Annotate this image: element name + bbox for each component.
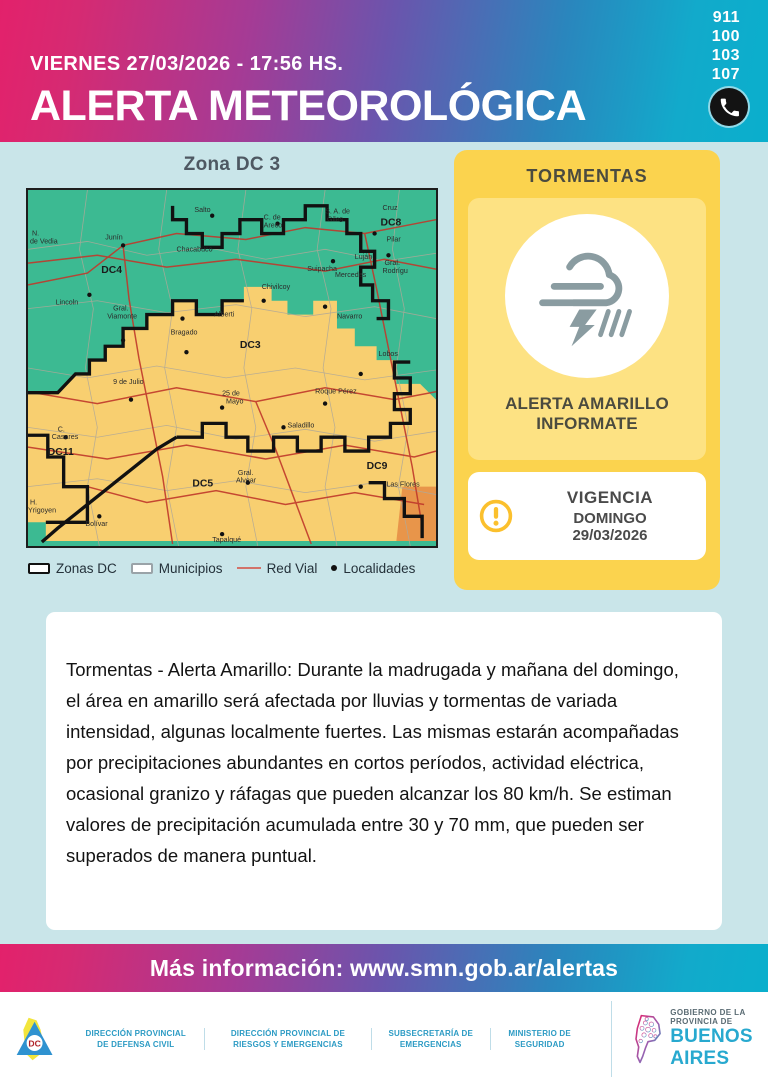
svg-text:Gral.: Gral. <box>113 304 129 313</box>
government-label: GOBIERNO DE LA PROVINCIA DE <box>670 1008 746 1026</box>
svg-text:Casares: Casares <box>51 433 79 442</box>
buenos-aires-government-logo <box>611 1001 768 1077</box>
locality-dot-icon <box>331 565 337 571</box>
svg-text:Navarro: Navarro <box>336 312 363 321</box>
svg-text:Alvear: Alvear <box>235 476 257 485</box>
org-ministerio-seguridad: MINISTERIO DE SEGURIDAD <box>490 1028 589 1050</box>
svg-text:Cruz: Cruz <box>382 203 398 212</box>
exclamation-circle-icon <box>468 498 524 534</box>
svg-text:DC9: DC9 <box>366 460 388 472</box>
svg-text:C. de: C. de <box>263 213 281 222</box>
legend-item-localidades <box>331 561 415 576</box>
vigencia-box <box>468 472 706 560</box>
svg-text:Salto: Salto <box>194 205 211 214</box>
phone-number: 107 <box>711 66 740 83</box>
svg-text:Areco: Areco <box>263 221 283 230</box>
svg-text:N.: N. <box>31 229 40 238</box>
page-title: ALERTA METEOROLÓGICA <box>30 82 587 130</box>
svg-text:Suipacha: Suipacha <box>307 265 337 274</box>
svg-text:DC8: DC8 <box>380 217 402 229</box>
svg-text:Rodrígu: Rodrígu <box>382 267 408 276</box>
svg-text:Chacabuco: Chacabuco <box>176 245 213 254</box>
org-defensa-civil: DIRECCIÓN PROVINCIAL DE DEFENSA CIVIL <box>85 1029 186 1049</box>
svg-text:Chivilcoy: Chivilcoy <box>261 282 291 291</box>
svg-text:Junín: Junín <box>105 233 123 242</box>
svg-text:S. A. de: S. A. de <box>325 207 351 216</box>
alert-zone-map <box>26 188 438 548</box>
alert-level-line2: INFORMATE <box>536 414 638 433</box>
vigencia-day: DOMINGO <box>573 510 647 527</box>
svg-text:DC4: DC4 <box>101 265 123 277</box>
more-info-banner[interactable] <box>0 944 768 992</box>
alert-level-line1: ALERTA AMARILLO <box>505 394 669 413</box>
svg-text:Giles: Giles <box>327 215 344 224</box>
phone-icon <box>710 88 748 126</box>
svg-text:Roque Pérez: Roque Pérez <box>315 387 357 396</box>
vigencia-text <box>524 488 706 544</box>
svg-text:Lincoln: Lincoln <box>55 298 79 307</box>
svg-text:9 de Julio: 9 de Julio <box>113 377 144 386</box>
org-riesgos-emergencias: DIRECCIÓN PROVINCIAL DE RIESGOS Y EMERGENCIAS <box>204 1028 370 1050</box>
buenos-aires-text <box>670 1008 768 1070</box>
svg-text:Yrigoyen: Yrigoyen <box>28 506 57 515</box>
more-info-text[interactable]: Más información: www.smn.gob.ar/alertas <box>149 954 619 981</box>
svg-text:DC11: DC11 <box>47 447 74 459</box>
legend-item-municipios <box>131 561 223 576</box>
province-outline-icon <box>632 1001 663 1077</box>
exclamation-icon-graphic <box>478 498 514 534</box>
zonas-dc-swatch-icon <box>28 563 50 574</box>
svg-text:Alberti: Alberti <box>214 310 235 319</box>
svg-text:Las Flores: Las Flores <box>386 480 420 489</box>
alert-level-card <box>468 198 706 460</box>
legend-item-red-vial <box>237 561 318 576</box>
svg-text:Saladillo: Saladillo <box>287 421 315 430</box>
legend-label: Red Vial <box>266 560 318 576</box>
svg-text:Gral.: Gral. <box>384 259 400 268</box>
alert-level-text <box>468 394 706 434</box>
dc-logo-text: DC <box>28 1038 41 1049</box>
storm-icon-graphic <box>529 238 645 354</box>
storm-cloud-lightning-icon <box>505 214 669 378</box>
alert-kind-label: TORMENTAS <box>526 166 648 186</box>
alert-panel <box>454 150 720 590</box>
svg-text:Viamonte: Viamonte <box>107 312 138 321</box>
svg-text:Gral.: Gral. <box>237 468 254 477</box>
defensa-civil-logo <box>14 1005 55 1073</box>
org-subsecretaria-emergencias: SUBSECRETARÍA DE EMERGENCIAS <box>371 1028 490 1050</box>
map-title: Zona DC 3 <box>183 154 281 175</box>
description-text: Tormentas - Alerta Amarillo: Durante la madrugada y mañana del domingo, el área en amarillo será afectada por lluvias y tormentas de variada intensidad, algunas localmente fuertes. Las mismas estarán acompañadas por precipitaciones abundantes en cortos períodos, actividad eléctrica, ocasional granizo y ráfagas que pueden alcanzar los 80 km/h. Se estiman valores de precipitación acumulada entre 30 y 70 mm, que pueden ser superados de manera puntual. <box>66 659 679 866</box>
svg-text:Bolívar: Bolívar <box>85 520 108 529</box>
vigencia-date: 29/03/2026 <box>572 527 648 544</box>
svg-text:25 de: 25 de <box>222 389 240 398</box>
svg-text:H.: H. <box>29 498 38 507</box>
municipios-swatch-icon <box>131 563 153 574</box>
map-graphic <box>28 190 436 546</box>
vigencia-label: VIGENCIA <box>566 488 654 507</box>
svg-text:C.: C. <box>57 425 65 434</box>
svg-text:DC3: DC3 <box>239 340 261 352</box>
svg-text:de Vedia: de Vedia <box>29 237 58 246</box>
organization-list <box>67 1028 588 1050</box>
legend-item-zonas-dc <box>28 561 117 576</box>
svg-text:Mercedes: Mercedes <box>334 271 367 280</box>
svg-text:Pilar: Pilar <box>386 235 401 244</box>
phone-number: 911 <box>712 9 740 26</box>
svg-text:Tapalqué: Tapalqué <box>212 536 242 545</box>
svg-text:Bragado: Bragado <box>170 328 198 337</box>
alert-datetime: VIERNES 27/03/2026 - 17:56 HS. <box>30 53 344 75</box>
footer <box>0 992 768 1086</box>
phone-number: 103 <box>711 47 740 64</box>
svg-text:Lobos: Lobos <box>378 350 398 359</box>
province-name: BUENOS AIRES <box>670 1026 753 1069</box>
svg-text:Mayo: Mayo <box>226 397 244 406</box>
map-legend <box>28 556 448 580</box>
legend-label: Zonas DC <box>56 560 117 576</box>
map-section <box>16 150 448 595</box>
svg-text:Luján: Luján <box>354 253 373 262</box>
header-banner <box>0 0 768 142</box>
emergency-phone-list <box>712 8 740 84</box>
road-line-icon <box>237 567 261 569</box>
legend-label: Municipios <box>158 560 223 576</box>
phone-number: 100 <box>711 28 740 45</box>
description-card <box>46 612 722 930</box>
svg-text:DC5: DC5 <box>192 478 214 490</box>
legend-label: Localidades <box>343 560 416 576</box>
